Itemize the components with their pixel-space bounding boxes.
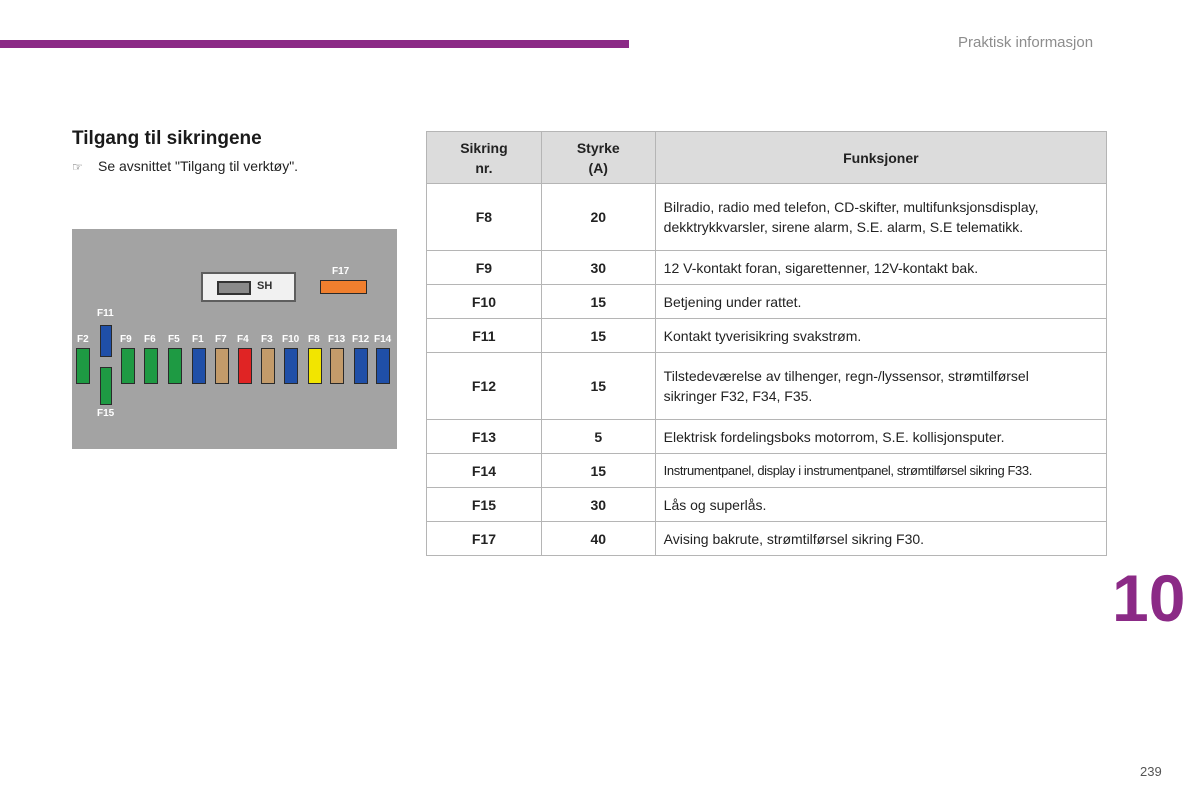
amperage-cell: 30	[541, 488, 655, 522]
shunt-holder	[201, 272, 296, 302]
section-title: Praktisk informasjon	[958, 34, 1094, 51]
fuse-label-f17: F17	[332, 266, 350, 277]
fuse-label-f12: F12	[352, 334, 370, 345]
shunt-label: SH	[257, 280, 273, 292]
fuse-label-f9: F9	[120, 334, 132, 345]
function-cell: Kontakt tyverisikring svakstrøm.	[655, 319, 1106, 353]
header-functions: Funksjoner	[655, 132, 1106, 184]
amperage-cell: 40	[541, 522, 655, 556]
fuse-nr-cell: F15	[427, 488, 542, 522]
fuse-f13	[330, 348, 344, 384]
fuse-label-f2: F2	[77, 334, 89, 345]
pointer-icon: ☞	[72, 160, 83, 174]
function-cell: Lås og superlås.	[655, 488, 1106, 522]
fuse-f4	[238, 348, 252, 384]
fuse-label-f6: F6	[144, 334, 156, 345]
table-row	[427, 488, 1107, 522]
function-cell: Elektrisk fordelingsboks motorrom, S.E. kollisjonsputer.	[655, 420, 1106, 454]
fuse-label-f5: F5	[168, 334, 180, 345]
fuse-nr-cell: F9	[427, 251, 542, 285]
fuse-f17	[320, 280, 367, 294]
fuse-f7	[215, 348, 229, 384]
fuse-nr-cell: F17	[427, 522, 542, 556]
amperage-cell: 15	[541, 353, 655, 420]
fuse-f8	[308, 348, 322, 384]
fuse-label-f13: F13	[328, 334, 346, 345]
shunt-relay	[217, 281, 251, 295]
fuse-nr-cell: F8	[427, 184, 542, 251]
table-row	[427, 353, 1107, 420]
fuse-label-f15: F15	[97, 408, 115, 419]
amperage-cell: 30	[541, 251, 655, 285]
table-row	[427, 251, 1107, 285]
amperage-cell: 20	[541, 184, 655, 251]
table-row	[427, 319, 1107, 353]
fuse-f3	[261, 348, 275, 384]
amperage-cell: 15	[541, 454, 655, 488]
instruction-bullet	[72, 158, 298, 174]
fuse-label-f10: F10	[282, 334, 300, 345]
function-cell: 12 V-kontakt foran, sigarettenner, 12V-kontakt bak.	[655, 251, 1106, 285]
header-accent-bar	[0, 40, 629, 48]
fuse-f12	[354, 348, 368, 384]
table-row	[427, 285, 1107, 319]
function-cell: Tilstedeværelse av tilhenger, regn-/lyssensor, strømtilførsel sikringer F32, F34, F35.	[655, 353, 1106, 420]
function-cell: Bilradio, radio med telefon, CD-skifter, multifunksjonsdisplay, dekktrykkvarsler, sirene alarm, S.E. alarm, S.E telematikk.	[655, 184, 1106, 251]
amperage-cell: 15	[541, 319, 655, 353]
fuse-label-f3: F3	[261, 334, 273, 345]
amperage-cell: 5	[541, 420, 655, 454]
chapter-number: 10	[1112, 561, 1186, 635]
fuse-label-f4: F4	[237, 334, 249, 345]
fuse-label-f14: F14	[374, 334, 392, 345]
fuse-nr-cell: F10	[427, 285, 542, 319]
amperage-cell: 15	[541, 285, 655, 319]
table-header-row	[427, 132, 1107, 184]
fuse-f10	[284, 348, 298, 384]
fuse-box-diagram	[72, 229, 397, 449]
fuse-nr-cell: F11	[427, 319, 542, 353]
page-number: 239	[1140, 764, 1162, 779]
fuse-f11	[100, 325, 112, 357]
header-amperage: Styrke (A)	[541, 132, 655, 184]
table-row	[427, 454, 1107, 488]
fuse-f9	[121, 348, 135, 384]
table-row	[427, 184, 1107, 251]
fuse-f1	[192, 348, 206, 384]
fuse-table	[426, 131, 1107, 556]
table-row	[427, 522, 1107, 556]
function-cell: Betjening under rattet.	[655, 285, 1106, 319]
page-heading: Tilgang til sikringene	[72, 128, 262, 149]
fuse-nr-cell: F14	[427, 454, 542, 488]
instruction-text: Se avsnittet "Tilgang til verktøy".	[98, 158, 299, 174]
header-fuse-nr: Sikring nr.	[427, 132, 542, 184]
fuse-f6	[144, 348, 158, 384]
fuse-label-f7: F7	[215, 334, 227, 345]
fuse-nr-cell: F13	[427, 420, 542, 454]
function-cell: Instrumentpanel, display i instrumentpanel, strømtilførsel sikring F33.	[655, 454, 1106, 488]
fuse-label-f11: F11	[97, 308, 114, 319]
fuse-f14	[376, 348, 390, 384]
fuse-f5	[168, 348, 182, 384]
table-row	[427, 420, 1107, 454]
fuse-nr-cell: F12	[427, 353, 542, 420]
function-cell: Avising bakrute, strømtilførsel sikring F30.	[655, 522, 1106, 556]
fuse-label-f1: F1	[192, 334, 204, 345]
fuse-f15	[100, 367, 112, 405]
fuse-label-f8: F8	[308, 334, 320, 345]
fuse-f2	[76, 348, 90, 384]
